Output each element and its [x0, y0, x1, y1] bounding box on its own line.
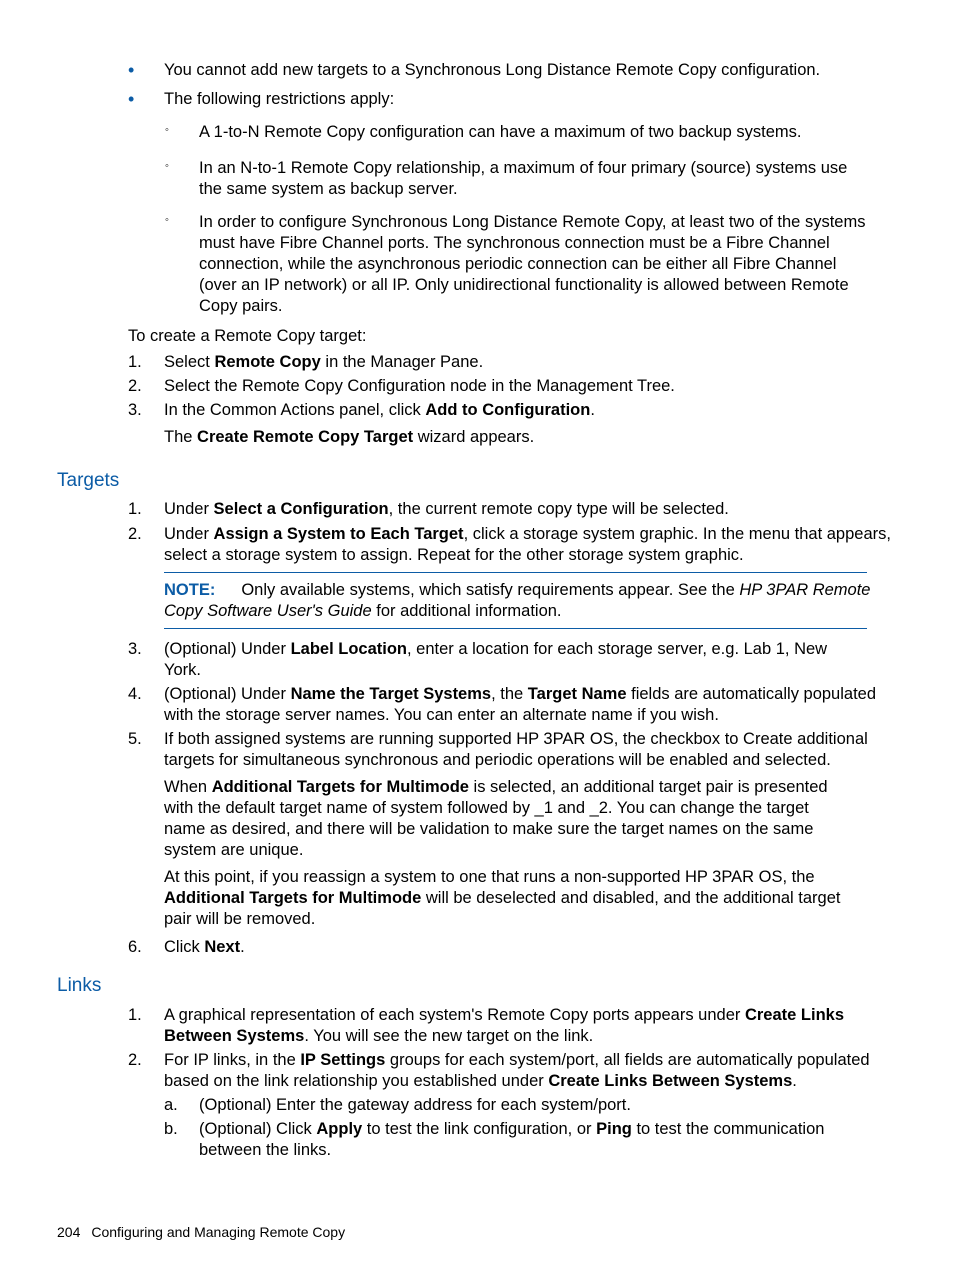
sub-bullet-marker: ◦ — [165, 160, 169, 172]
bullet-marker: • — [128, 89, 135, 109]
bullet-text: The following restrictions apply: — [164, 90, 395, 108]
step-number: 3. — [128, 640, 142, 658]
substep-letter: b. — [164, 1120, 178, 1138]
document-reference: HP 3PAR Remote — [739, 581, 871, 599]
sub-bullet-text: In an N-to-1 Remote Copy relationship, a maximum of four primary (source) systems use — [199, 159, 848, 177]
sub-bullet-marker: ◦ — [165, 214, 169, 226]
substep-text: (Optional) Enter the gateway address for each system/port. — [199, 1096, 631, 1114]
step-text: If both assigned systems are running supported HP 3PAR OS, the checkbox to Create additional — [164, 730, 868, 748]
step-text: Under Select a Configuration, the current remote copy type will be selected. — [164, 500, 729, 518]
substep-text: between the links. — [199, 1141, 332, 1159]
document-reference: Copy Software User's Guide — [164, 602, 372, 620]
sub-bullet-text: the same system as backup server. — [199, 180, 458, 198]
step-text: A graphical representation of each system's Remote Copy ports appears under Create Links — [164, 1006, 845, 1024]
step-paragraph: with the default target name of system followed by _1 and _2. You can change the target — [164, 799, 809, 817]
sub-bullet-marker: ◦ — [165, 124, 169, 136]
step-text: In the Common Actions panel, click Add to Configuration. — [164, 401, 595, 419]
substep-letter: a. — [164, 1096, 178, 1114]
step-result: The Create Remote Copy Target wizard appears. — [164, 428, 535, 446]
step-number: 5. — [128, 730, 142, 748]
sub-bullet-text: In order to configure Synchronous Long Distance Remote Copy, at least two of the systems — [199, 213, 866, 231]
step-paragraph: name as desired, and there will be validation to make sure the target names on the same — [164, 820, 814, 838]
step-text: York. — [164, 661, 201, 679]
section-heading-targets: Targets — [57, 470, 120, 491]
note-rule-top — [164, 572, 867, 573]
step-paragraph: At this point, if you reassign a system to one that runs a non-supported HP 3PAR OS, the — [164, 868, 815, 886]
note-rule-bottom — [164, 628, 867, 629]
step-text: Between Systems. You will see the new target on the link. — [164, 1027, 594, 1045]
sub-bullet-text: (over an IP network) or all IP. Only unidirectional functionality is allowed between Remote — [199, 276, 849, 294]
step-text: Under Assign a System to Each Target, click a storage system graphic. In the menu that appears, — [164, 525, 891, 543]
substep-text: (Optional) Click Apply to test the link configuration, or Ping to test the communication — [199, 1120, 825, 1138]
step-text: (Optional) Under Name the Target Systems, the Target Name fields are automatically populated — [164, 685, 877, 703]
step-text: based on the link relationship you established under Create Links Between Systems. — [164, 1072, 797, 1090]
step-text: (Optional) Under Label Location, enter a location for each storage server, e.g. Lab 1, New — [164, 640, 828, 658]
note: Copy Software User's Guide for additional information. — [164, 602, 562, 620]
footer-title: Configuring and Managing Remote Copy — [91, 1224, 346, 1240]
sub-bullet-text: connection, while the asynchronous periodic connection can be either all Fibre Channel — [199, 255, 837, 273]
sub-bullet-text: A 1-to-N Remote Copy configuration can have a maximum of two backup systems. — [199, 123, 802, 141]
page-number: 204 — [57, 1224, 81, 1240]
section-heading-links: Links — [57, 975, 102, 996]
step-number: 4. — [128, 685, 142, 703]
step-paragraph: pair will be removed. — [164, 910, 316, 928]
procedure-intro: To create a Remote Copy target: — [128, 327, 367, 345]
step-number: 2. — [128, 525, 142, 543]
step-number: 2. — [128, 1051, 142, 1069]
bullet-text: You cannot add new targets to a Synchronous Long Distance Remote Copy configuration. — [164, 61, 821, 79]
step-number: 1. — [128, 500, 142, 518]
step-number: 1. — [128, 1006, 142, 1024]
step-text: targets for simultaneous synchronous and periodic operations will be enabled and selected. — [164, 751, 831, 769]
step-text: Click Next. — [164, 938, 245, 956]
note-label: NOTE: — [164, 581, 216, 599]
step-text: select a storage system to assign. Repeat for the other storage system graphic. — [164, 546, 744, 564]
sub-bullet-text: must have Fibre Channel ports. The synchronous connection must be a Fibre Channel — [199, 234, 830, 252]
sub-bullet-text: Copy pairs. — [199, 297, 283, 315]
step-number: 3. — [128, 401, 142, 419]
step-number: 1. — [128, 353, 142, 371]
step-text: Select Remote Copy in the Manager Pane. — [164, 353, 484, 371]
step-paragraph: system are unique. — [164, 841, 304, 859]
step-paragraph: Additional Targets for Multimode will be deselected and disabled, and the additional target — [164, 889, 841, 907]
step-text: For IP links, in the IP Settings groups for each system/port, all fields are automatically populated — [164, 1051, 870, 1069]
bullet-marker: • — [128, 60, 135, 80]
step-text: with the storage server names. You can enter an alternate name if you wish. — [164, 706, 719, 724]
step-text: Select the Remote Copy Configuration node in the Management Tree. — [164, 377, 675, 395]
note: NOTE: Only available systems, which satisfy requirements appear. See the HP 3PAR Remote — [164, 581, 871, 599]
step-number: 2. — [128, 377, 142, 395]
step-paragraph: When Additional Targets for Multimode is selected, an additional target pair is presented — [164, 778, 828, 796]
page-footer — [57, 1223, 345, 1241]
step-number: 6. — [128, 938, 142, 956]
